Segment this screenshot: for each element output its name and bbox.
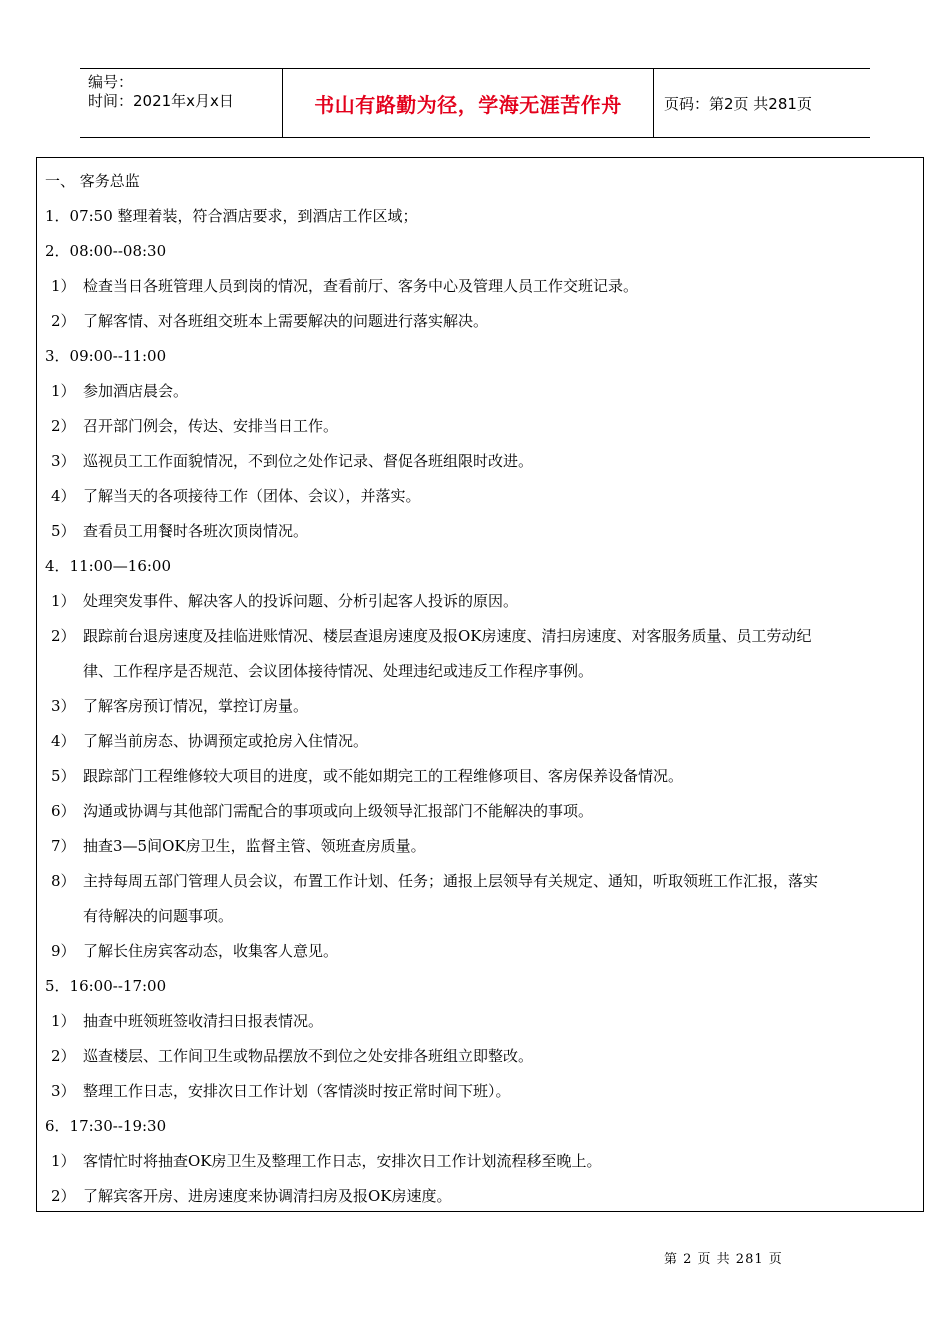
time-slot-heading: 3．09:00--11:00: [45, 347, 167, 365]
duty-item-number: 1）: [51, 382, 76, 400]
duty-item-number: 1）: [51, 1012, 76, 1030]
duty-item: [45, 310, 913, 345]
duty-item-number: 5）: [51, 767, 76, 785]
duty-item-text: 了解客情、对各班组交班本上需要解决的问题进行落实解决。: [83, 312, 489, 330]
header-motto-cell: [282, 69, 654, 137]
duty-item-number: 2）: [51, 417, 76, 435]
duty-item-text: 巡查楼层、工作间卫生或物品摆放不到位之处安排各班组立即整改。: [83, 1047, 534, 1065]
header-page-cell: [654, 69, 870, 137]
duty-item-number: 2）: [51, 1187, 76, 1205]
duty-list: [45, 205, 913, 1220]
duty-item-text: 跟踪部门工程维修较大项目的进度，或不能如期完工的工程维修项目、客房保养设备情况。: [83, 767, 684, 785]
duty-item-number: 1）: [51, 277, 76, 295]
duty-item-number: 2）: [51, 312, 76, 330]
duty-item-text: 了解当前房态、协调预定或抢房入住情况。: [83, 732, 369, 750]
duty-item-number: 2）: [51, 1047, 76, 1065]
duty-item-text: 客情忙时将抽查OK房卫生及整理工作日志，安排次日工作计划流程移至晚上。: [83, 1152, 602, 1170]
document-number-label: 编号：: [88, 73, 134, 91]
time-slot-heading: 1．07:50 整理着装，符合酒店要求，到酒店工作区域；: [45, 207, 418, 225]
duty-item-text: 检查当日各班管理人员到岗的情况，查看前厅、客务中心及管理人员工作交班记录。: [83, 277, 639, 295]
page-info: 页码：第2页 共281页: [664, 94, 812, 113]
duty-item: [45, 625, 913, 695]
duty-item: [45, 940, 913, 975]
duty-item-number: 3）: [51, 697, 76, 715]
time-slot-heading: 4．11:00—16:00: [45, 557, 171, 575]
duty-item-number: 7）: [51, 837, 76, 855]
duty-item-number: 5）: [51, 522, 76, 540]
duty-item-number: 8）: [51, 872, 76, 890]
time-slot-heading: 6．17:30--19:30: [45, 1117, 167, 1135]
page-header: [80, 68, 870, 138]
header-meta: [80, 69, 282, 137]
duty-item-text: [83, 619, 913, 695]
duty-item-text: 查看员工用餐时各班次顶岗情况。: [83, 522, 309, 540]
duty-item-text-line2: 律、工作程序是否规范、会议团体接待情况、处理违纪或违反工作程序事例。: [83, 662, 594, 680]
duty-item-number: 1）: [51, 592, 76, 610]
duty-item-text: 参加酒店晨会。: [83, 382, 189, 400]
duty-item: [45, 870, 913, 940]
duty-item-text: 抽查3—5间OK房卫生，监督主管、领班查房质量。: [83, 837, 426, 855]
duty-item-text: 了解长住房宾客动态，收集客人意见。: [83, 942, 339, 960]
duty-item-text: 整理工作日志，安排次日工作计划（客情淡时按正常时间下班）。: [83, 1082, 511, 1100]
duty-item-text-line1: 主持每周五部门管理人员会议，布置工作计划、任务；通报上层领导有关规定、通知，听取领班工作汇报，落实: [83, 872, 819, 890]
duty-item: [45, 1080, 913, 1115]
time-slot-heading: 5．16:00--17:00: [45, 977, 167, 995]
duty-item-text: 沟通或协调与其他部门需配合的事项或向上级领导汇报部门不能解决的事项。: [83, 802, 594, 820]
duty-item-text: 了解客房预订情况，掌控订房量。: [83, 697, 309, 715]
duty-item-text: 召开部门例会，传达、安排当日工作。: [83, 417, 339, 435]
duty-item-text-line2: 有待解决的问题事项。: [83, 907, 234, 925]
section-title: 一、 客务总监: [45, 172, 140, 190]
duty-item-text-line1: 跟踪前台退房速度及挂临进账情况、楼层查退房速度及报OK房速度、清扫房速度、对客服务质量、员工劳动纪: [83, 627, 812, 645]
duty-item-number: 4）: [51, 732, 76, 750]
duty-item-text: 处理突发事件、解决客人的投诉问题、分析引起客人投诉的原因。: [83, 592, 519, 610]
duty-item-number: 4）: [51, 487, 76, 505]
duty-item: [45, 1185, 913, 1220]
duty-item-text: [83, 864, 913, 940]
motto-text: 书山有路勤为径，学海无涯苦作舟: [314, 92, 622, 117]
duty-item-number: 2）: [51, 627, 76, 645]
content-box: [36, 157, 924, 1212]
page-footer: 第 2 页 共 281 页: [664, 1252, 783, 1267]
time-slot-heading: 2．08:00--08:30: [45, 242, 167, 260]
duty-item-number: 6）: [51, 802, 76, 820]
duty-item-number: 9）: [51, 942, 76, 960]
duty-item-text: 抽查中班领班签收清扫日报表情况。: [83, 1012, 324, 1030]
duty-item-text: 巡视员工工作面貌情况，不到位之处作记录、督促各班组限时改进。: [83, 452, 534, 470]
duty-item-number: 1）: [51, 1152, 76, 1170]
duty-item-number: 3）: [51, 452, 76, 470]
document-date: 时间：2021年x月x日: [88, 92, 234, 110]
duty-item-text: 了解宾客开房、进房速度来协调清扫房及报OK房速度。: [83, 1187, 452, 1205]
duty-item-text: 了解当天的各项接待工作（团体、会议），并落实。: [83, 487, 421, 505]
duty-item: [45, 520, 913, 555]
duty-item-number: 3）: [51, 1082, 76, 1100]
